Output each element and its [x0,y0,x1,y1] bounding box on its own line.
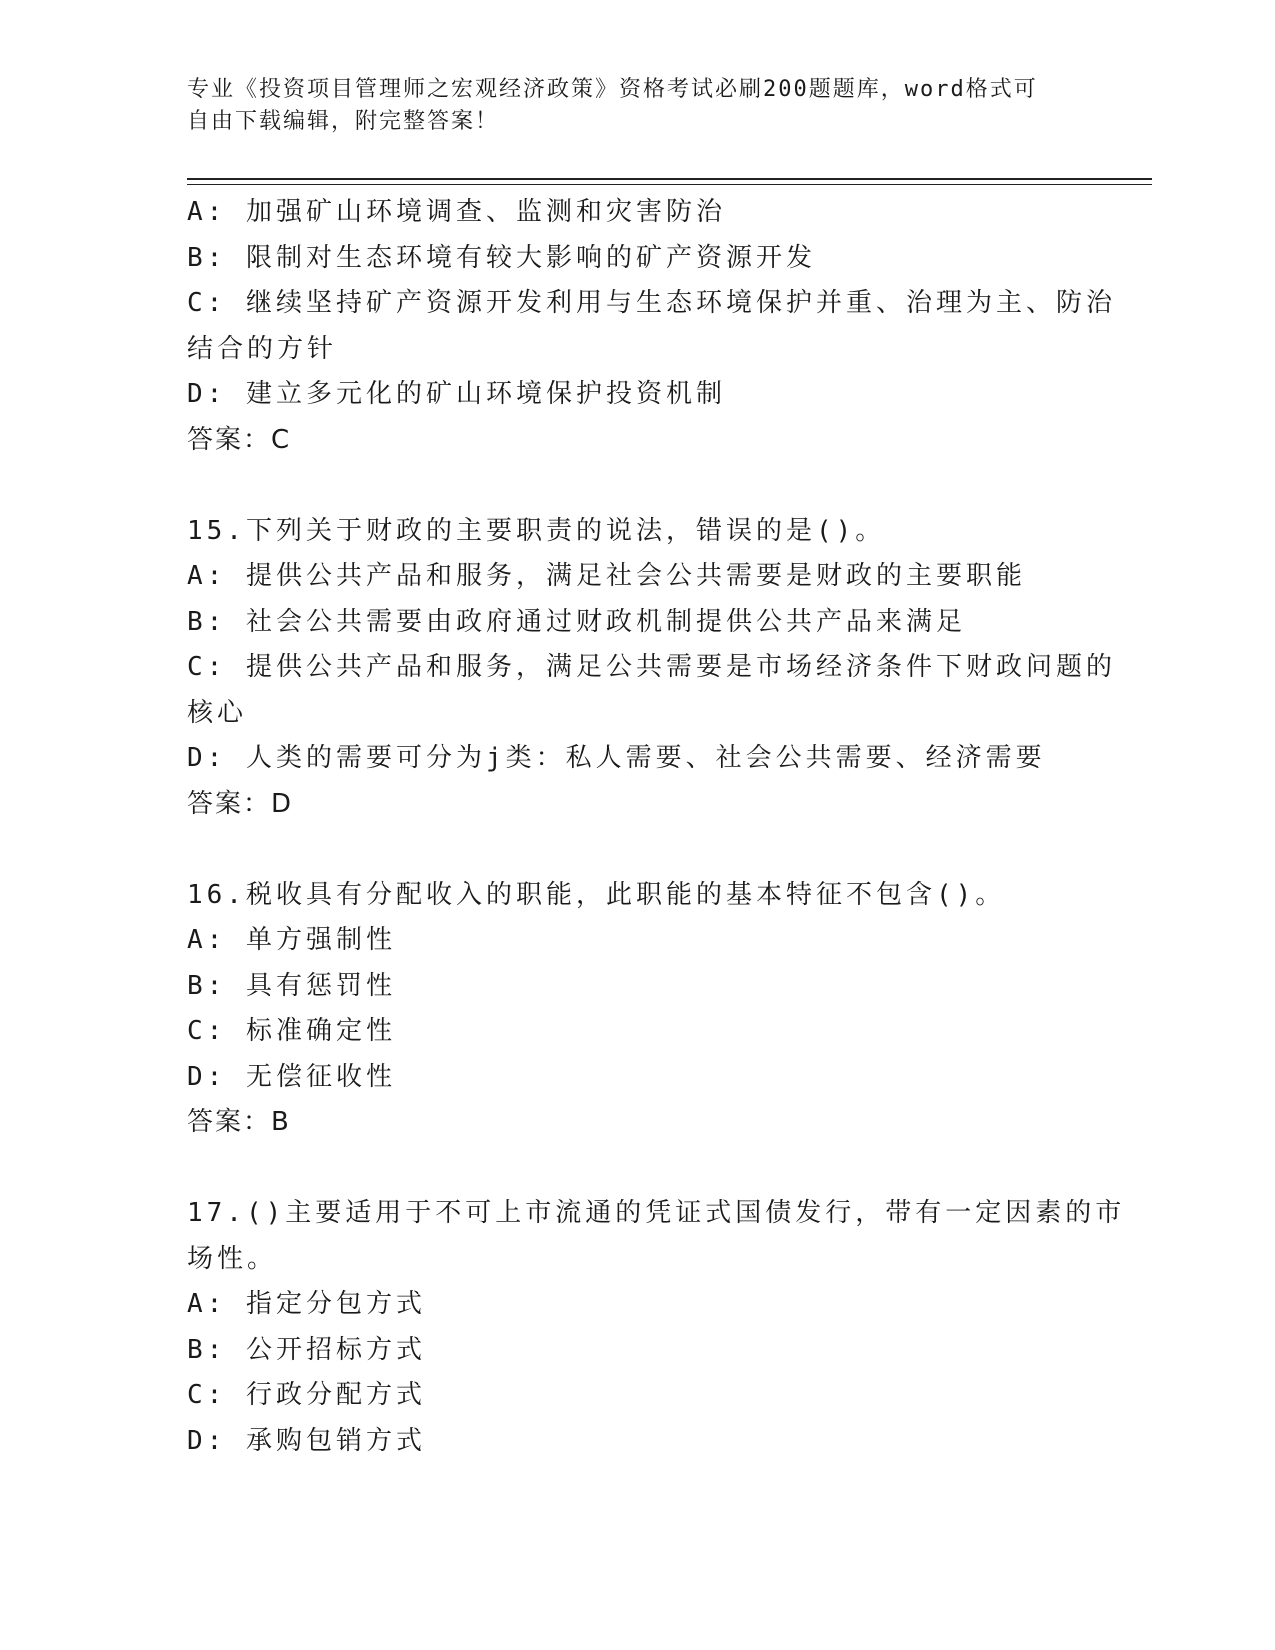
option-c: C: 行政分配方式 [187,1380,426,1410]
option-a: A: 单方强制性 [187,925,396,955]
spacer [187,1146,1087,1192]
option-c: C: 继续坚持矿产资源开发利用与生态环境保护并重、治理为主、防治 [187,288,1116,318]
option-a: A: 提供公共产品和服务，满足社会公共需要是财政的主要职能 [187,561,1026,591]
question-list [187,190,1126,1464]
question-17 [187,1191,1126,1464]
option-c: C: 提供公共产品和服务，满足公共需要是市场经济条件下财政问题的 [187,652,1116,682]
question-stem: 15.下列关于财政的主要职责的说法，错误的是()。 [187,515,886,546]
option-d: D: 无偿征收性 [187,1061,396,1092]
option-c: C: 标准确定性 [187,1016,396,1046]
option-a: A: 指定分包方式 [187,1289,426,1319]
document-header [187,74,1067,138]
question-16 [187,873,1087,1146]
option-b: B: 公开招标方式 [187,1334,426,1365]
header-line-1: 专业《投资项目管理师之宏观经济政策》资格考试必刷200题题库，word格式可 [187,77,1038,102]
answer: 答案：B [187,1107,291,1137]
spacer [187,463,1087,509]
spacer [187,827,1087,873]
answer: 答案：D [187,788,294,819]
question-stem-continued: 场性。 [187,1243,278,1274]
option-a: A: 加强矿山环境调查、监测和灾害防治 [187,197,726,227]
option-c-continued: 结合的方针 [187,333,338,364]
option-d: D: 人类的需要可分为j类：私人需要、社会公共需要、经济需要 [187,743,1046,773]
option-d: D: 承购包销方式 [187,1425,426,1456]
option-b: B: 限制对生态环境有较大影响的矿产资源开发 [187,242,816,273]
question-14 [187,190,1116,463]
question-stem: 17.()主要适用于不可上市流通的凭证式国债发行，带有一定因素的市 [187,1198,1126,1228]
option-b: B: 社会公共需要由政府通过财政机制提供公共产品来满足 [187,606,966,637]
question-stem: 16.税收具有分配收入的职能，此职能的基本特征不包含()。 [187,879,1006,910]
header-line-2: 自由下载编辑，附完整答案！ [187,109,500,134]
question-15 [187,509,1116,828]
header-divider [187,178,1152,185]
answer: 答案：C [187,424,292,455]
option-c-continued: 核心 [187,697,248,728]
option-d: D: 建立多元化的矿山环境保护投资机制 [187,379,726,409]
option-b: B: 具有惩罚性 [187,970,396,1001]
